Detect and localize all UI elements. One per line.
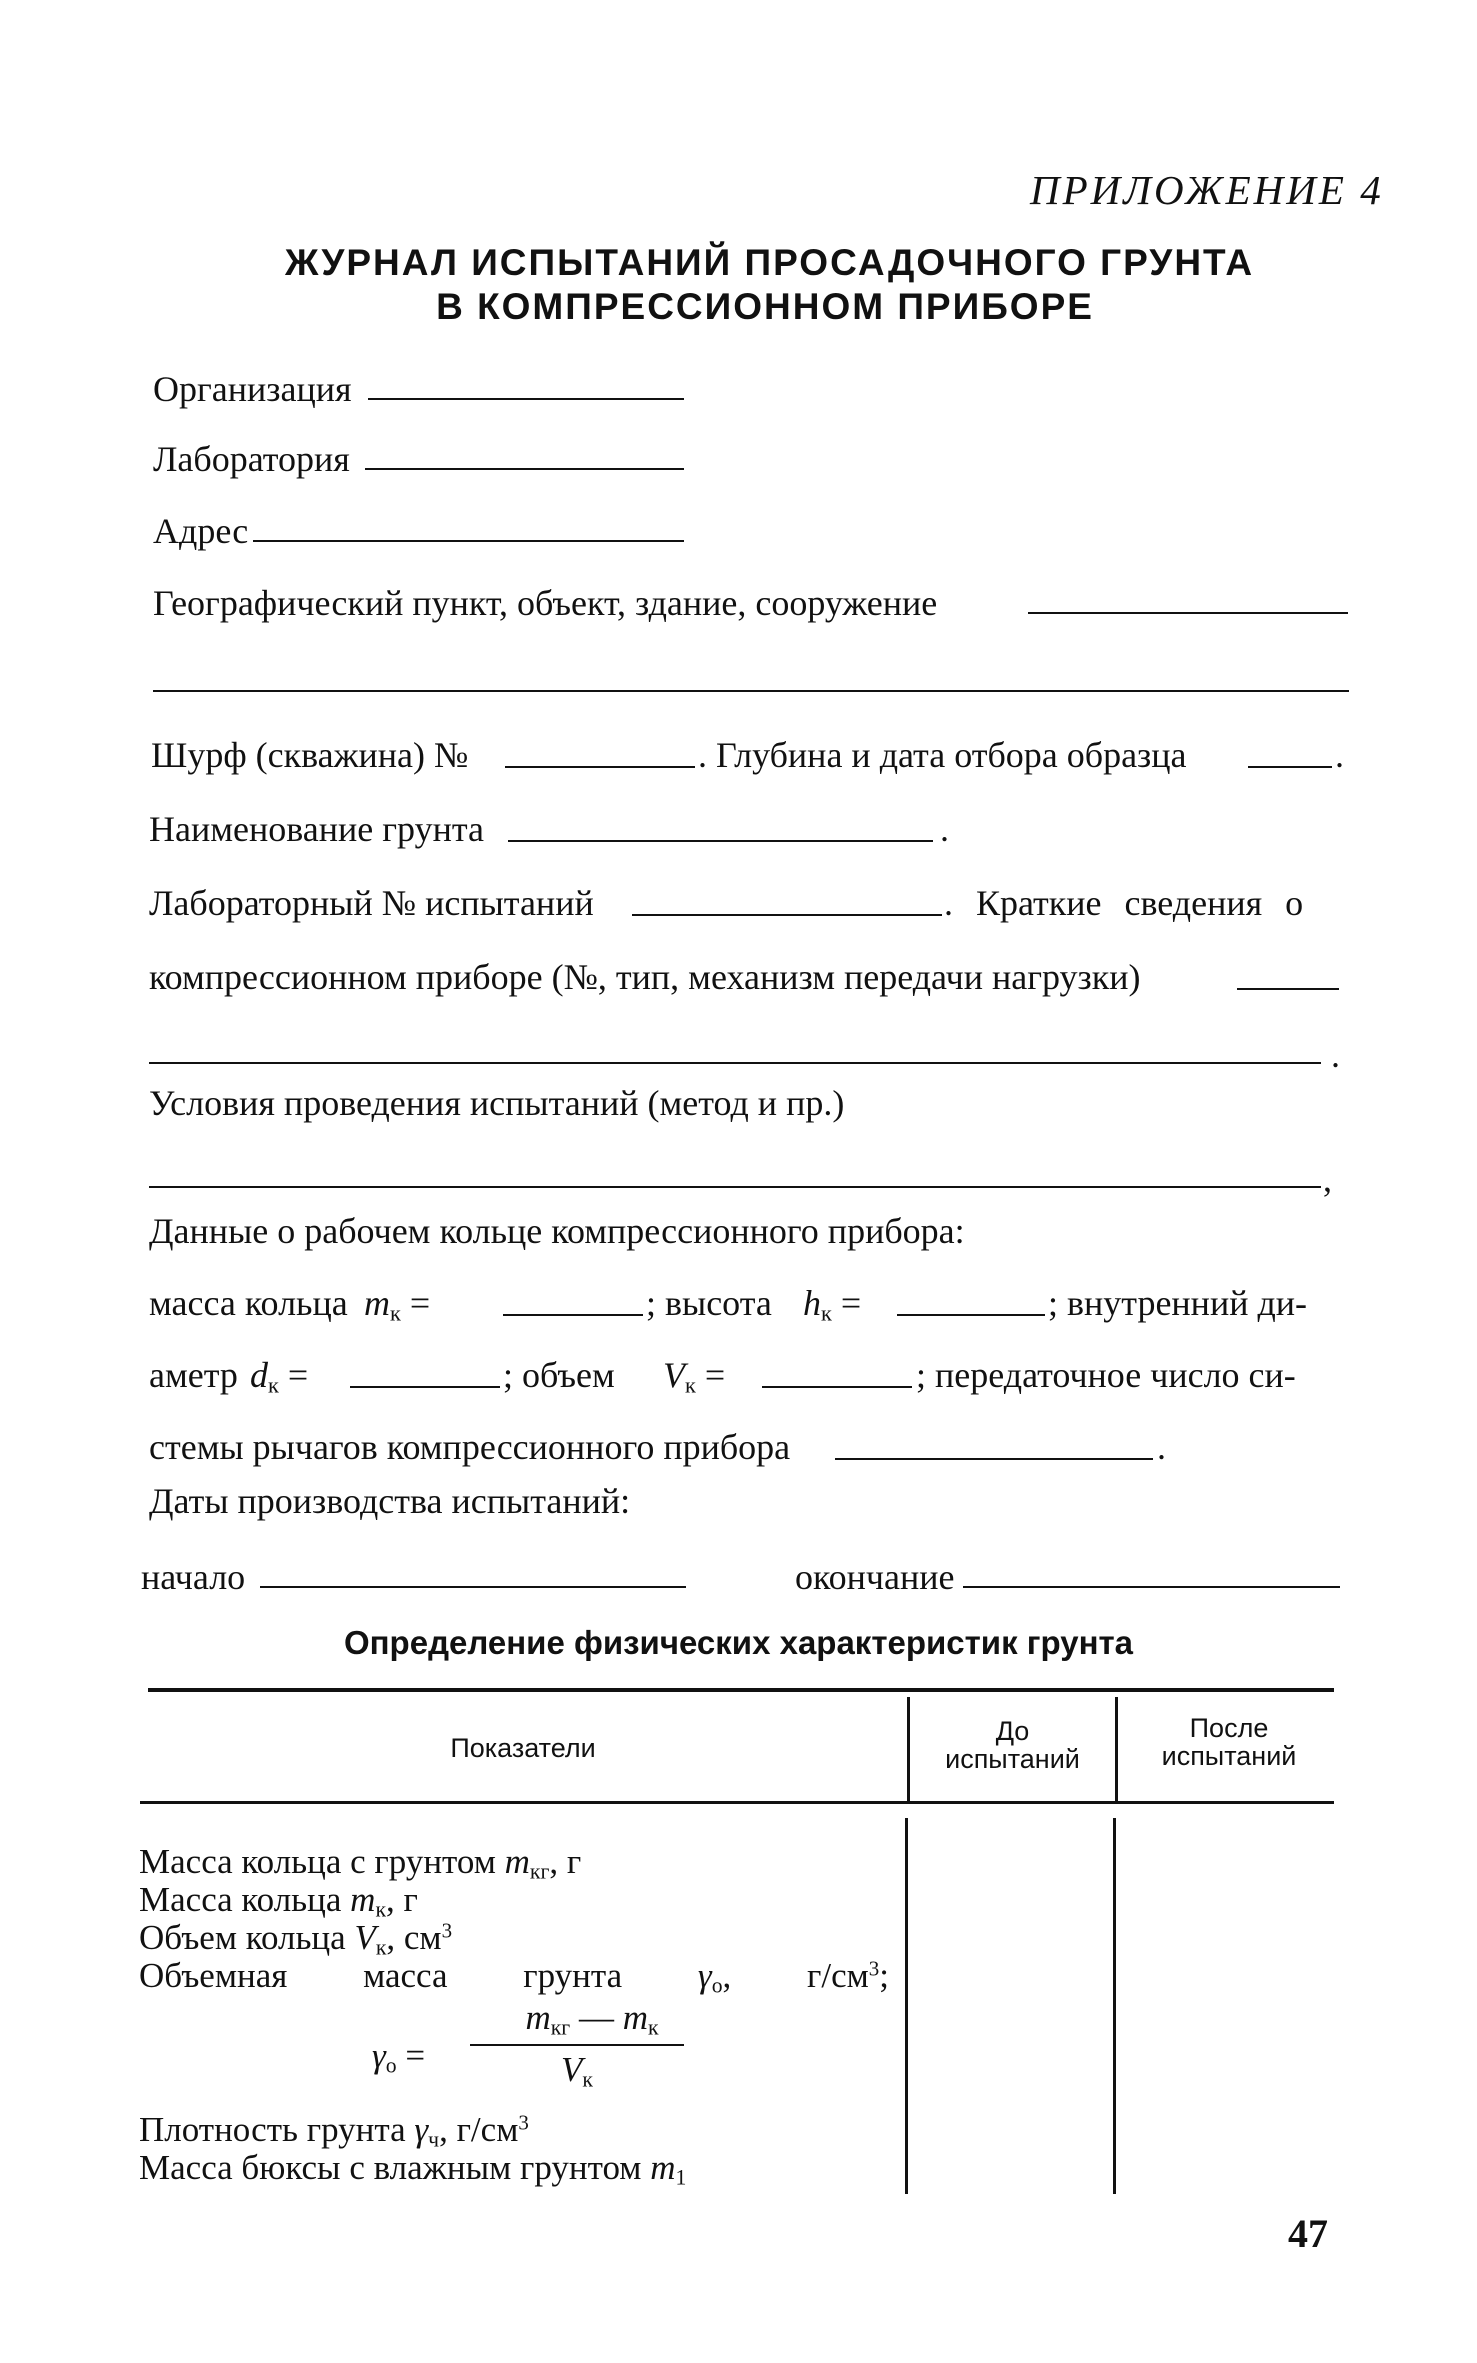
conditions-field[interactable] bbox=[149, 1186, 1321, 1188]
formula-numerator: $m_{кг}$ — $m_к$ bbox=[525, 1998, 659, 2040]
punctuation-comma: , bbox=[1323, 1159, 1332, 1199]
organization-label: Организация bbox=[153, 369, 352, 409]
conditions-label: Условия проведения испытаний (метод и пр.) bbox=[149, 1083, 845, 1123]
page-title-line2: В КОМПРЕССИОННОМ ПРИБОРЕ bbox=[436, 286, 1094, 327]
test-dates-label: Даты производства испытаний: bbox=[149, 1481, 631, 1521]
ring-mass-symbol: $m_к$ = bbox=[364, 1283, 431, 1326]
lever-system-field[interactable] bbox=[835, 1458, 1153, 1460]
address-field[interactable] bbox=[253, 540, 684, 542]
table-top-rule bbox=[148, 1688, 1334, 1692]
appendix-label: ПРИЛОЖЕНИЕ 4 bbox=[1030, 167, 1384, 213]
ratio-label: ; передаточное число си- bbox=[916, 1355, 1296, 1395]
page-title-line1: ЖУРНАЛ ИСПЫТАНИЙ ПРОСАДОЧНОГО ГРУНТА bbox=[285, 242, 1255, 283]
diameter-symbol: $d_к$ = bbox=[250, 1355, 309, 1398]
section-title: Определение физических характеристик грунта bbox=[343, 1624, 1134, 1661]
organization-field[interactable] bbox=[368, 398, 684, 400]
soil-name-label: Наименование грунта bbox=[149, 809, 484, 849]
volume-label: ; объем bbox=[503, 1355, 615, 1395]
laboratory-field[interactable] bbox=[365, 468, 684, 470]
end-date-field[interactable] bbox=[963, 1586, 1340, 1588]
inner-diameter-label: ; внутренний ди- bbox=[1048, 1283, 1308, 1323]
geo-point-label: Географический пункт, объект, здание, сооружение bbox=[153, 583, 938, 623]
pit-number-field[interactable] bbox=[505, 766, 695, 768]
pit-label: Шурф (скважина) № bbox=[151, 735, 469, 775]
col-header-after: После испытаний bbox=[1161, 1713, 1297, 1772]
col-header-indicators: Показатели bbox=[450, 1733, 596, 1763]
table-header-rule bbox=[140, 1801, 1334, 1804]
volume-symbol: $V_к$ = bbox=[663, 1355, 726, 1398]
table-row: Объем кольца $V_к$, $см^3$ bbox=[139, 1918, 453, 1960]
device-info-field-continued[interactable] bbox=[149, 1062, 1321, 1064]
lever-system-label: стемы рычагов компрессионного прибора bbox=[149, 1427, 791, 1467]
table-row: Плотность грунта $\gamma_ч$, $г/см^3$ bbox=[139, 2110, 529, 2152]
lab-number-label: Лабораторный № испытаний bbox=[149, 883, 594, 923]
geo-point-field-continued[interactable] bbox=[153, 690, 1349, 692]
device-info-label: компрессионном приборе (№, тип, механизм передачи нагрузки) bbox=[149, 957, 1141, 997]
ring-mass-label: масса кольца bbox=[149, 1283, 348, 1323]
diameter-label: аметр bbox=[149, 1355, 238, 1395]
ring-data-label: Данные о рабочем кольце компрессионного прибора: bbox=[149, 1211, 965, 1251]
depth-date-field[interactable] bbox=[1248, 766, 1332, 768]
height-symbol: $h_к$ = bbox=[803, 1283, 862, 1326]
laboratory-label: Лаборатория bbox=[153, 439, 350, 479]
table-row: Масса кольца $m_к$, г bbox=[139, 1880, 418, 1922]
table-row: Масса бюксы с влажным грунтом $m_1$ bbox=[139, 2148, 687, 2190]
table-col-divider-1-body bbox=[905, 1818, 908, 2194]
soil-name-field[interactable] bbox=[508, 840, 933, 842]
address-label: Адрес bbox=[153, 511, 249, 551]
diameter-field[interactable] bbox=[350, 1386, 500, 1388]
start-date-field[interactable] bbox=[260, 1586, 686, 1588]
formula-lhs: $\gamma_о$ = bbox=[372, 2036, 426, 2078]
volume-field[interactable] bbox=[762, 1386, 912, 1388]
end-date-label: окончание bbox=[795, 1557, 955, 1597]
lab-number-field[interactable] bbox=[632, 914, 942, 916]
ring-mass-field[interactable] bbox=[503, 1314, 643, 1316]
punctuation-period: . bbox=[1157, 1427, 1166, 1467]
punctuation-period: . bbox=[1331, 1035, 1340, 1075]
table-row: Масса кольца с грунтом $m_{кг}$, г bbox=[139, 1842, 582, 1884]
height-field[interactable] bbox=[897, 1314, 1045, 1316]
punctuation-period: . bbox=[940, 809, 949, 849]
table-col-divider-2-body bbox=[1113, 1818, 1116, 2194]
punctuation-period: . bbox=[1335, 735, 1344, 775]
brief-info-label: . Краткие сведения о bbox=[944, 883, 1304, 923]
start-date-label: начало bbox=[141, 1557, 246, 1597]
page-number: 47 bbox=[1288, 2211, 1328, 2256]
formula-fraction-bar bbox=[470, 2044, 684, 2046]
height-label: ; высота bbox=[646, 1283, 772, 1323]
depth-date-label: . Глубина и дата отбора образца bbox=[698, 735, 1187, 775]
col-header-before: До испытаний bbox=[945, 1716, 1080, 1775]
geo-point-field[interactable] bbox=[1028, 612, 1348, 614]
table-row: Объемная масса грунта $\gamma_о$, $г/см^3$; bbox=[139, 1956, 889, 1998]
device-info-field[interactable] bbox=[1237, 988, 1339, 990]
formula-denominator: $V_к$ bbox=[561, 2050, 593, 2092]
